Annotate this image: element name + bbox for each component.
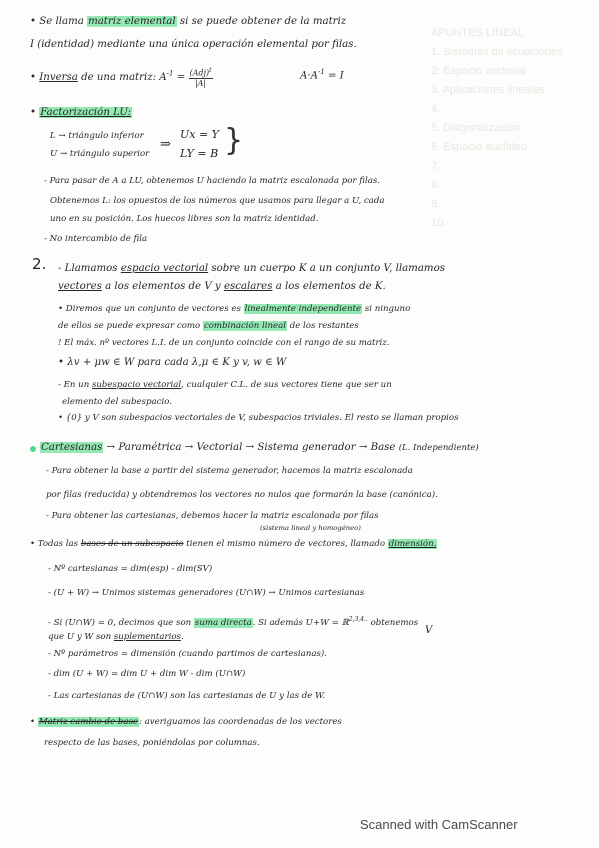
text: a los elementos de V y [105, 281, 221, 292]
green-bullet-icon [30, 446, 36, 452]
flow-base-note: (L. Independiente) [398, 443, 479, 453]
bullet: • [30, 107, 37, 118]
right-brace-icon: } [224, 123, 244, 158]
underlined-term: suplementarios [113, 632, 181, 642]
highlight-term: linealmente independiente [244, 304, 362, 314]
lu-paragraph-2: Obtenemos L: los opuestos de los números que usamos para llegar a U, cada [50, 196, 385, 206]
vector-space-line [58, 262, 445, 275]
superscript: -1 [317, 68, 325, 76]
bleed-line: 6. Espacio euclídeo [431, 141, 528, 153]
underlined-term: espacio vectorial [120, 263, 209, 274]
text: sobre un cuerpo K a un conjunto V, llamamos [211, 263, 445, 274]
flow-arrow: → [184, 442, 194, 453]
inverse-identity [300, 66, 344, 82]
bleed-line: 3. Aplicaciones lineales [431, 84, 545, 96]
fraction-top: (Adj) [189, 68, 210, 78]
lu-heading [30, 106, 132, 119]
text: . Si además U+W = ℝ [252, 617, 349, 628]
flow-base: Base [370, 442, 396, 453]
text: - Si (U∩W) = 0, decimos que son [48, 617, 192, 628]
lu-paragraph-1: - Para pasar de A a LU, obtenemos U haciendo la matriz escalonada por filas. [44, 176, 380, 186]
flow-arrow: → [358, 442, 368, 453]
bleed-through-text [431, 24, 581, 233]
cartesian-note: (sistema lineal y homogéneo) [260, 524, 361, 532]
bullet: • [30, 71, 37, 83]
flow-vectorial: Vectorial [196, 442, 243, 453]
dim-rule-1: - Nº cartesianas = dim(esp) - dim(SV) [48, 564, 213, 574]
text: tienen el mismo número de vectores, llamado [186, 539, 386, 549]
text: • Se llama [30, 16, 84, 27]
lu-title: Factorización LU: [40, 107, 131, 118]
bleed-line: 8. [431, 179, 441, 191]
text: • Diremos que un conjunto de vectores es [58, 304, 241, 314]
underlined-term: vectores [58, 281, 102, 292]
dim-rule-6: - Las cartesianas de (U∩W) son las cartesianas de U y las de W. [48, 691, 326, 701]
flow-arrow: → [245, 442, 255, 453]
superscript: 2,3,4.. [348, 616, 368, 623]
text: = [176, 71, 186, 83]
elemental-matrix-line [30, 15, 346, 28]
flow-parametrica: Paramétrica [118, 442, 182, 453]
bleed-line: 1. Sistemas de ecuaciones [431, 46, 563, 58]
lu-eq1: Ux = Y [180, 128, 219, 141]
flow-cartesianas: Cartesianas [41, 442, 103, 453]
text: . [180, 632, 184, 642]
dim-rule-3b [48, 631, 184, 644]
text: si se puede obtener de la matriz [179, 16, 347, 27]
dim-rule-3 [48, 613, 418, 630]
text: - En un [58, 380, 90, 390]
lu-l-line: L → triángulo inferior [50, 131, 144, 141]
text: si ninguno [364, 304, 411, 314]
bullet: • [30, 717, 36, 727]
text: • Todas las [30, 539, 79, 549]
base-paragraph-2: por filas (reducida) y obtendremos los vectores no nulos que formarán la base (canónica). [46, 490, 438, 500]
inverse-label: Inversa [39, 71, 78, 83]
independence-line-2 [58, 320, 359, 333]
text: = I [328, 70, 344, 82]
bleed-line: APUNTES LINEAL [431, 27, 524, 39]
trivial-subspaces-line: • {0} y V son subespacios vectoriales de V, subespacios triviales. El resto se llaman propios [58, 413, 459, 423]
dim-rule-2: - (U + W) → Unimos sistemas generadores (U∩W) → Unimos cartesianas [48, 588, 365, 598]
identity-line: I (identidad) mediante una única operación elemental por filas. [30, 39, 357, 50]
change-of-basis-line-2: respecto de las bases, poniéndolas por columnas. [44, 738, 260, 748]
text: de los restantes [289, 321, 359, 331]
flow-sistema-generador: Sistema generador [257, 442, 356, 453]
text: de ellos se puede expresar como [58, 321, 201, 331]
text: : averiguamos las coordenadas de los vectores [139, 717, 342, 727]
highlight-term: Matriz cambio de base [38, 717, 138, 727]
inverse-fraction [189, 66, 213, 88]
highlight-term: dimensión. [388, 539, 437, 549]
cartesian-paragraph: - Para obtener las cartesianas, debemos hacer la matriz escalonada por filas [46, 511, 379, 521]
bleed-line: 10. [431, 217, 447, 229]
vector-space-line-2 [58, 280, 386, 293]
implies-arrow: ⇒ [160, 137, 171, 152]
direct-sum-v: V [425, 625, 433, 636]
lu-u-line: U → triángulo superior [50, 149, 150, 159]
bleed-line: 2. Espacio vectorial [431, 65, 527, 77]
base-paragraph-1: - Para obtener la base a partir del sistema generador, hacemos la matriz escalonada [46, 466, 413, 476]
lu-paragraph-3: uno en su posición. Los huecos libres son la matriz identidad. [50, 214, 319, 224]
scanner-watermark: Scanned with CamScanner [360, 817, 518, 832]
independence-line-3: ! El máx. nº vectores L.I. de un conjunto coincide con el rango de su matriz. [58, 338, 390, 348]
superscript: -1 [166, 69, 174, 78]
text: - Llamamos [58, 263, 118, 274]
underlined-term: escalares [223, 281, 273, 292]
bleed-line: 5. Diagonalización [431, 122, 521, 134]
independence-line [58, 303, 410, 316]
text: a los elementos de K. [275, 281, 386, 292]
dimension-line [30, 538, 437, 551]
highlight-term: suma directa [194, 617, 252, 628]
subspace-line-2: elemento del subespacio. [62, 397, 172, 407]
text: que U y W son [48, 632, 112, 642]
representation-flow [40, 441, 479, 455]
section-number: 2. [32, 255, 47, 273]
text: obtenemos [370, 617, 419, 628]
underlined-term: subespacio vectorial [91, 380, 182, 390]
fraction-bottom: |A| [194, 78, 207, 88]
subspace-line [58, 379, 392, 392]
lu-eq2: LY = B [180, 147, 219, 160]
highlight-term: matriz elemental [88, 16, 176, 27]
struck-term: bases de un subespacio [80, 539, 184, 549]
text: A·A [300, 70, 318, 82]
bleed-line: 9. [431, 198, 441, 210]
text: de una matriz: A [81, 71, 167, 83]
closure-line: • λv + μw ∈ W para cada λ,μ ∈ K y v, w ∈ W [58, 357, 287, 368]
flow-arrow: → [106, 442, 116, 453]
highlight-term: combinación lineal [203, 321, 286, 331]
dim-rule-4: - Nº parámetros = dimensión (cuando partimos de cartesianas). [48, 649, 327, 659]
text: , cualquier C.L. de sus vectores tiene que ser un [181, 380, 392, 390]
change-of-basis-line [30, 716, 342, 729]
bleed-line: 7. [431, 160, 441, 172]
superscript: t [209, 67, 212, 74]
lu-paragraph-4: - No intercambio de fila [44, 234, 148, 244]
dim-rule-5: - dim (U + W) = dim U + dim W - dim (U∩W) [48, 669, 246, 679]
inverse-line [30, 66, 213, 88]
bleed-line: 4. [431, 103, 441, 115]
